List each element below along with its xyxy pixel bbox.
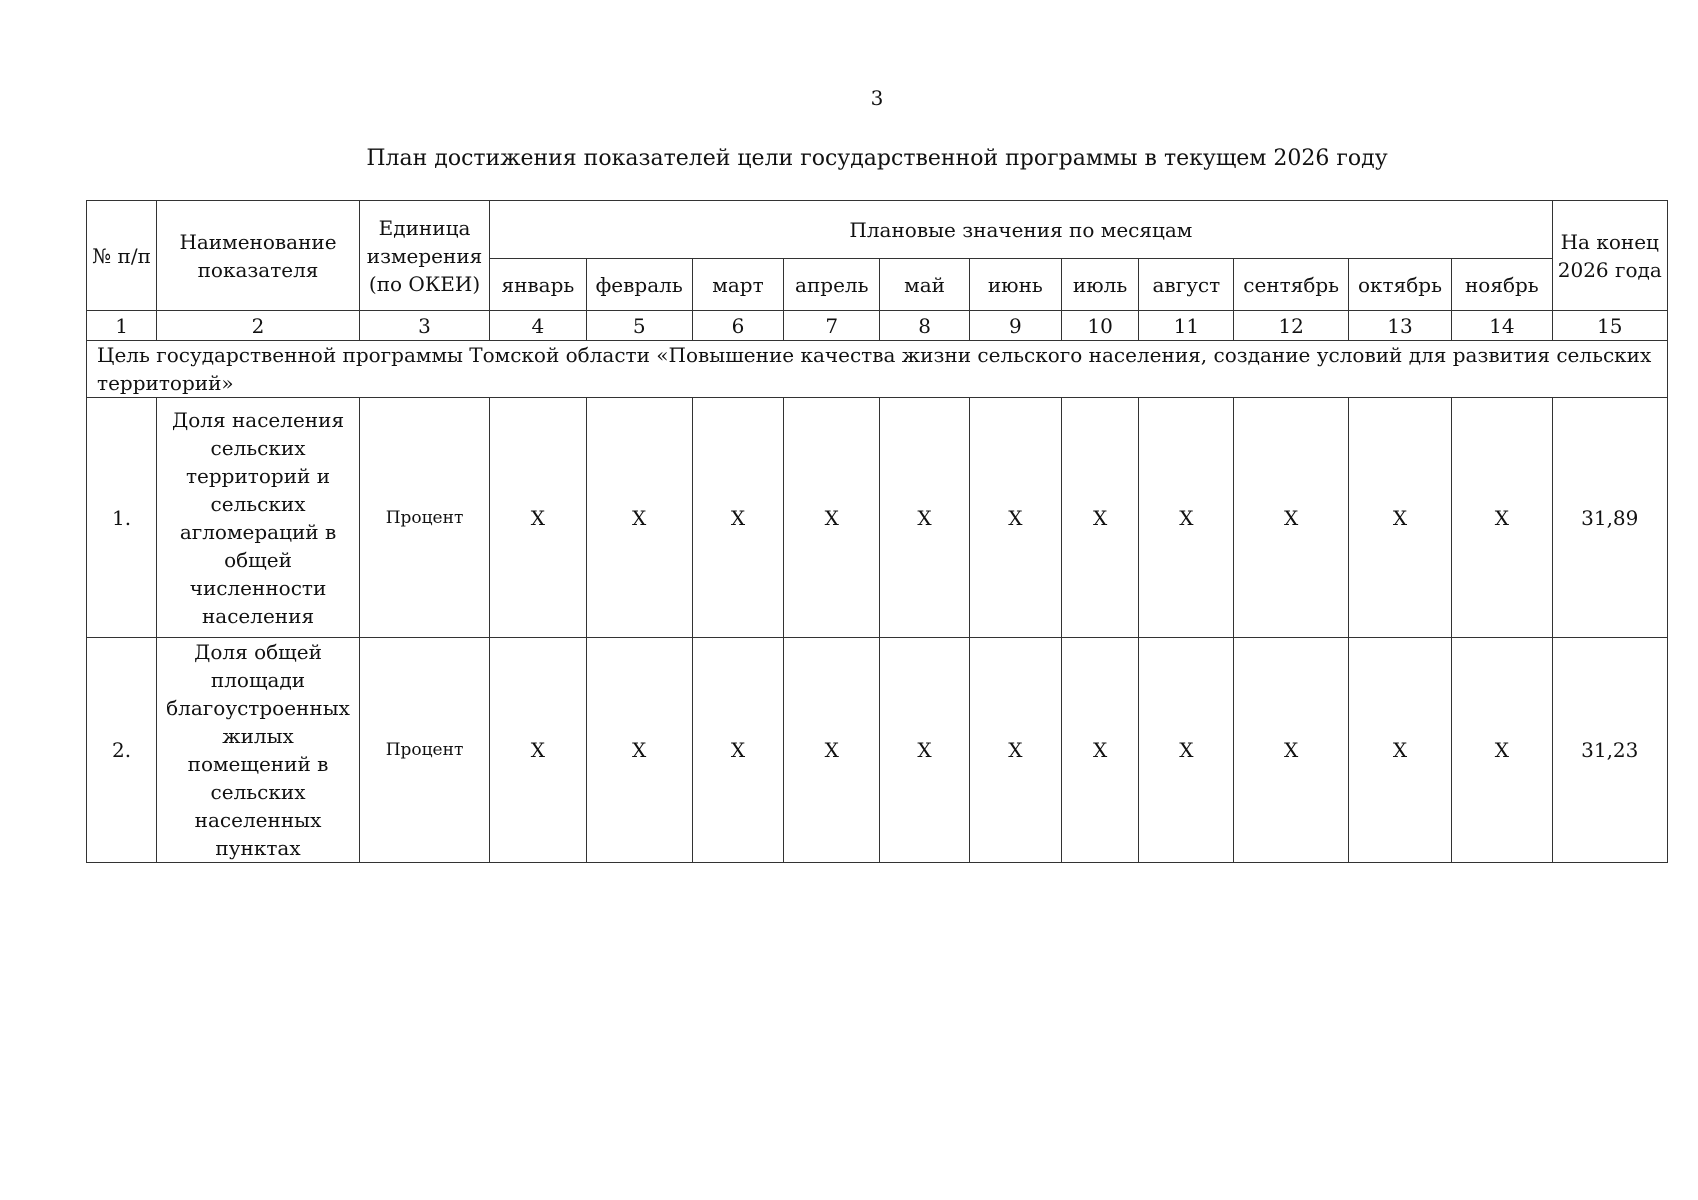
- month-header: февраль: [586, 259, 692, 311]
- header-year-end: На конец 2026 года: [1552, 201, 1667, 311]
- row-month-value: X: [692, 398, 783, 638]
- column-number: 14: [1452, 311, 1552, 341]
- column-number: 4: [490, 311, 586, 341]
- row-indicator-name: Доля населения сельских территорий и сельских агломераций в общей численности населения: [157, 398, 360, 638]
- row-unit: Процент: [359, 398, 489, 638]
- column-number: 13: [1348, 311, 1451, 341]
- row-month-value: X: [1061, 398, 1138, 638]
- month-header: август: [1139, 259, 1234, 311]
- goal-row: [87, 341, 1668, 398]
- row-month-value: X: [784, 638, 880, 863]
- column-number: 5: [586, 311, 692, 341]
- month-header: июнь: [969, 259, 1061, 311]
- row-indicator-name: Доля общей площади благоустроенных жилых помещений в сельских населенных пунктах: [157, 638, 360, 863]
- header-monthly: Плановые значения по месяцам: [490, 201, 1552, 259]
- header-row: [87, 201, 1668, 259]
- row-month-value: X: [969, 638, 1061, 863]
- indicators-plan-table: [86, 200, 1668, 863]
- row-month-value: X: [880, 398, 969, 638]
- row-month-value: X: [784, 398, 880, 638]
- row-month-value: X: [1234, 638, 1348, 863]
- row-month-value: X: [692, 638, 783, 863]
- column-number: 1: [87, 311, 157, 341]
- column-number: 8: [880, 311, 969, 341]
- table-row: [87, 398, 1668, 638]
- row-month-value: X: [1348, 638, 1451, 863]
- row-month-value: X: [880, 638, 969, 863]
- row-num: 2.: [87, 638, 157, 863]
- table-row: [87, 638, 1668, 863]
- month-header: март: [692, 259, 783, 311]
- row-month-value: X: [490, 638, 586, 863]
- row-month-value: X: [1452, 638, 1552, 863]
- row-unit: Процент: [359, 638, 489, 863]
- header-num: № п/п: [87, 201, 157, 311]
- row-month-value: X: [1139, 398, 1234, 638]
- row-month-value: X: [1234, 398, 1348, 638]
- row-month-value: X: [969, 398, 1061, 638]
- goal-text: Цель государственной программы Томской области «Повышение качества жизни сельского населения, создание условий для развития сельских территорий»: [87, 341, 1668, 398]
- column-number: 11: [1139, 311, 1234, 341]
- row-month-value: X: [586, 398, 692, 638]
- month-header: май: [880, 259, 969, 311]
- row-month-value: X: [1348, 398, 1451, 638]
- row-month-value: X: [490, 398, 586, 638]
- row-year-end-value: 31,23: [1552, 638, 1667, 863]
- month-header: ноябрь: [1452, 259, 1552, 311]
- header-unit: Единица измерения (по ОКЕИ): [359, 201, 489, 311]
- row-month-value: X: [1139, 638, 1234, 863]
- month-header: октябрь: [1348, 259, 1451, 311]
- row-month-value: X: [1061, 638, 1138, 863]
- column-number-row: [87, 311, 1668, 341]
- month-header: апрель: [784, 259, 880, 311]
- column-number: 10: [1061, 311, 1138, 341]
- row-month-value: X: [1452, 398, 1552, 638]
- row-num: 1.: [87, 398, 157, 638]
- column-number: 6: [692, 311, 783, 341]
- column-number: 3: [359, 311, 489, 341]
- column-number: 12: [1234, 311, 1348, 341]
- column-number: 2: [157, 311, 360, 341]
- page-number: 3: [870, 86, 884, 110]
- row-month-value: X: [586, 638, 692, 863]
- column-number: 15: [1552, 311, 1667, 341]
- column-number: 9: [969, 311, 1061, 341]
- column-number: 7: [784, 311, 880, 341]
- document-title: План достижения показателей цели государственной программы в текущем 2026 году: [366, 146, 1388, 171]
- month-header: сентябрь: [1234, 259, 1348, 311]
- month-header: январь: [490, 259, 586, 311]
- row-year-end-value: 31,89: [1552, 398, 1667, 638]
- month-header: июль: [1061, 259, 1138, 311]
- header-name: Наименование показателя: [157, 201, 360, 311]
